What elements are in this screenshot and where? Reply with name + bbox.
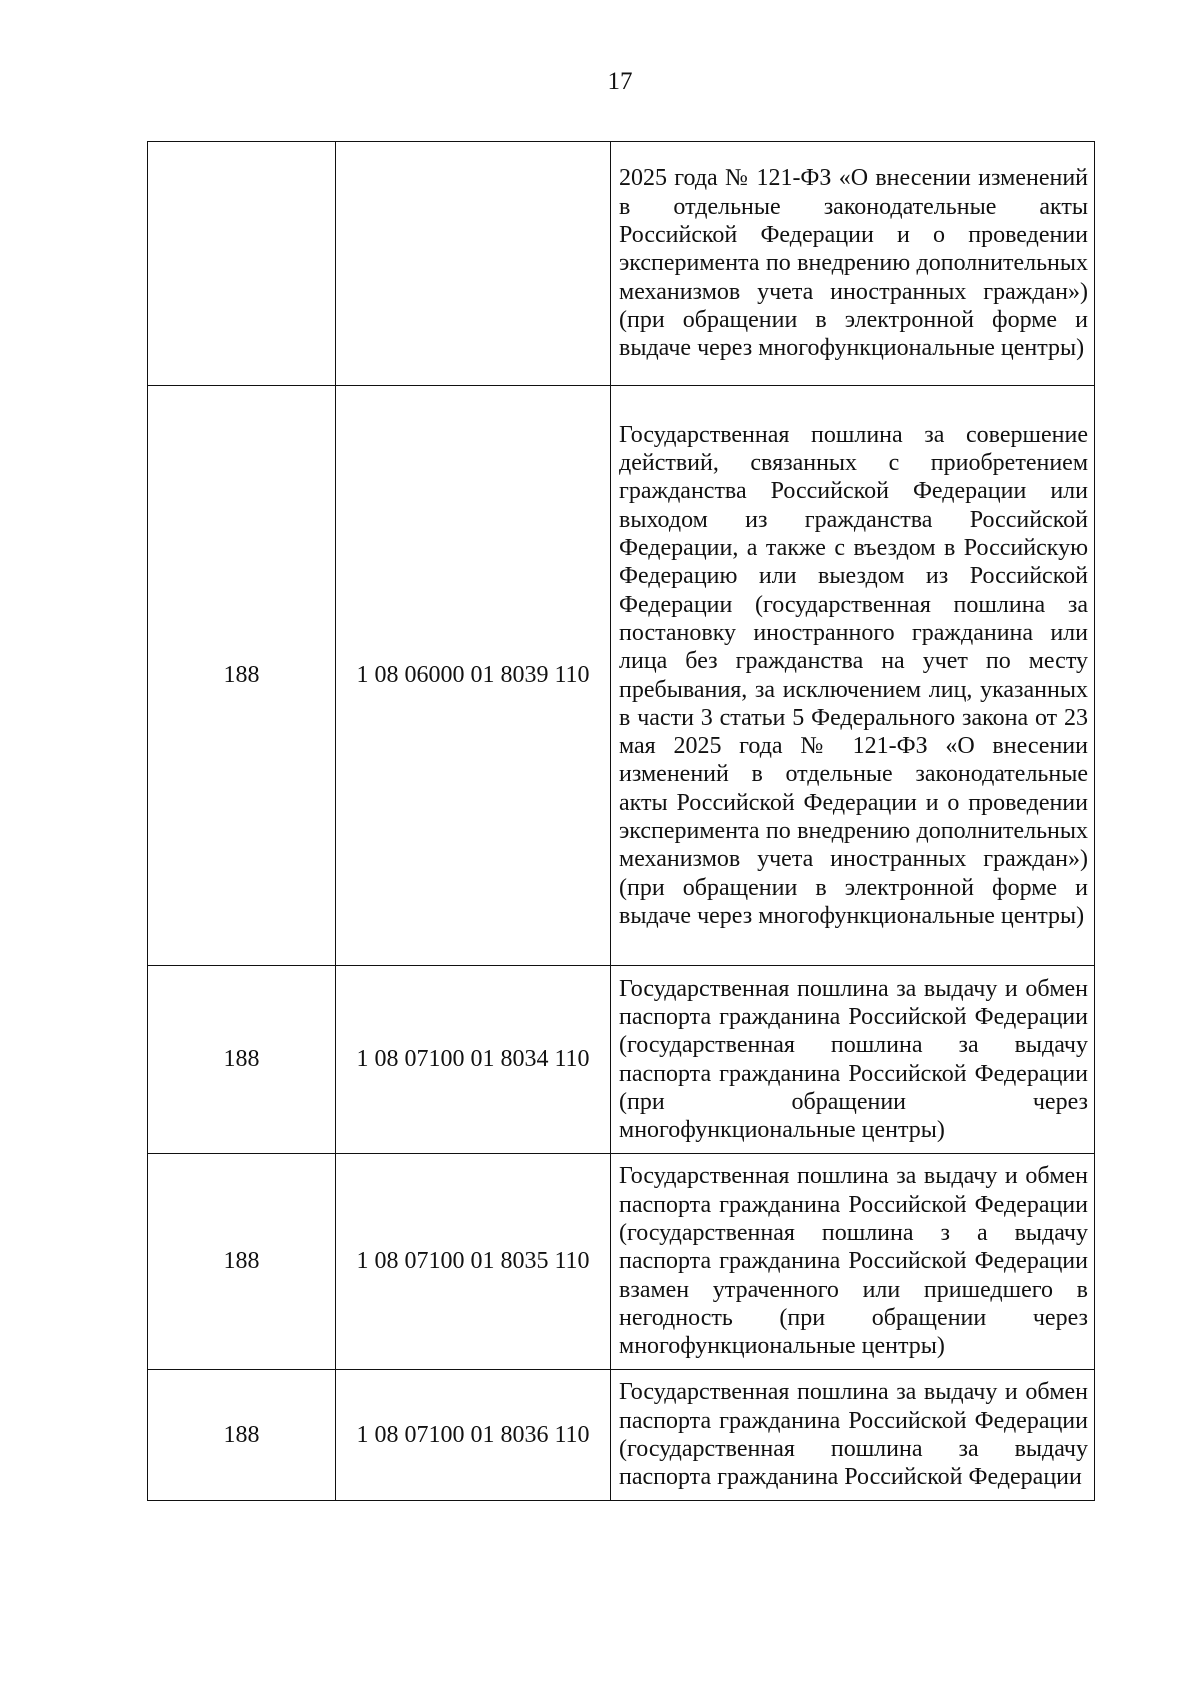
description-cell: Государственная пошлина за совершение действий, связанных с приобретением гражданства Российской Федерации или выходом из гражданства Российской Федерации, а также с въездом в Российскую Федерацию или выездом из Российской Федерации (государственная пошлина за постановку иностранного гражданина или лица без гражданства на учет по месту пребывания, за исключением лиц, указанных в части 3 статьи 5 Федерального закона от 23 мая 2025 года № 121-ФЗ «О внесении изменений в отдельные законодательные акты Российской Федерации и о проведении эксперимента по внедрению дополнительных механизмов учета иностранных граждан») (при обращении в электронной форме и выдаче через многофункциональные центры) bbox=[611, 386, 1095, 966]
fee-code-table bbox=[147, 141, 1095, 1501]
admin-code-cell: 188 bbox=[148, 386, 336, 966]
page-number: 17 bbox=[607, 68, 633, 95]
budget-code-cell: 1 08 07100 01 8034 110 bbox=[336, 966, 611, 1154]
description-cell: Государственная пошлина за выдачу и обмен паспорта гражданина Российской Федерации (государственная пошлина з а выдачу паспорта гражданина Российской Федерации взамен утраченного или пришедшего в негодность (при обращении через многофункциональные центры) bbox=[611, 1154, 1095, 1370]
table-row bbox=[148, 386, 1095, 966]
admin-code-cell: 188 bbox=[148, 966, 336, 1154]
description-cell: Государственная пошлина за выдачу и обмен паспорта гражданина Российской Федерации (государственная пошлина за выдачу паспорта гражданина Российской Федерации (при обращении через многофункциональные центры) bbox=[611, 966, 1095, 1154]
budget-code-cell: 1 08 07100 01 8036 110 bbox=[336, 1370, 611, 1501]
description-cell: 2025 года № 121-ФЗ «О внесении изменений в отдельные законодательные акты Российской Федерации и о проведении эксперимента по внедрению дополнительных механизмов учета иностранных граждан») (при обращении в электронной форме и выдаче через многофункциональные центры) bbox=[611, 142, 1095, 386]
admin-code-cell bbox=[148, 142, 336, 386]
table-row bbox=[148, 1154, 1095, 1370]
table-row bbox=[148, 966, 1095, 1154]
admin-code-cell: 188 bbox=[148, 1370, 336, 1501]
budget-code-cell: 1 08 07100 01 8035 110 bbox=[336, 1154, 611, 1370]
description-cell: Государственная пошлина за выдачу и обмен паспорта гражданина Российской Федерации (государственная пошлина за выдачу паспорта гражданина Российской Федерации bbox=[611, 1370, 1095, 1501]
table-row bbox=[148, 1370, 1095, 1501]
table-row bbox=[148, 142, 1095, 386]
budget-code-cell bbox=[336, 142, 611, 386]
budget-code-cell: 1 08 06000 01 8039 110 bbox=[336, 386, 611, 966]
admin-code-cell: 188 bbox=[148, 1154, 336, 1370]
